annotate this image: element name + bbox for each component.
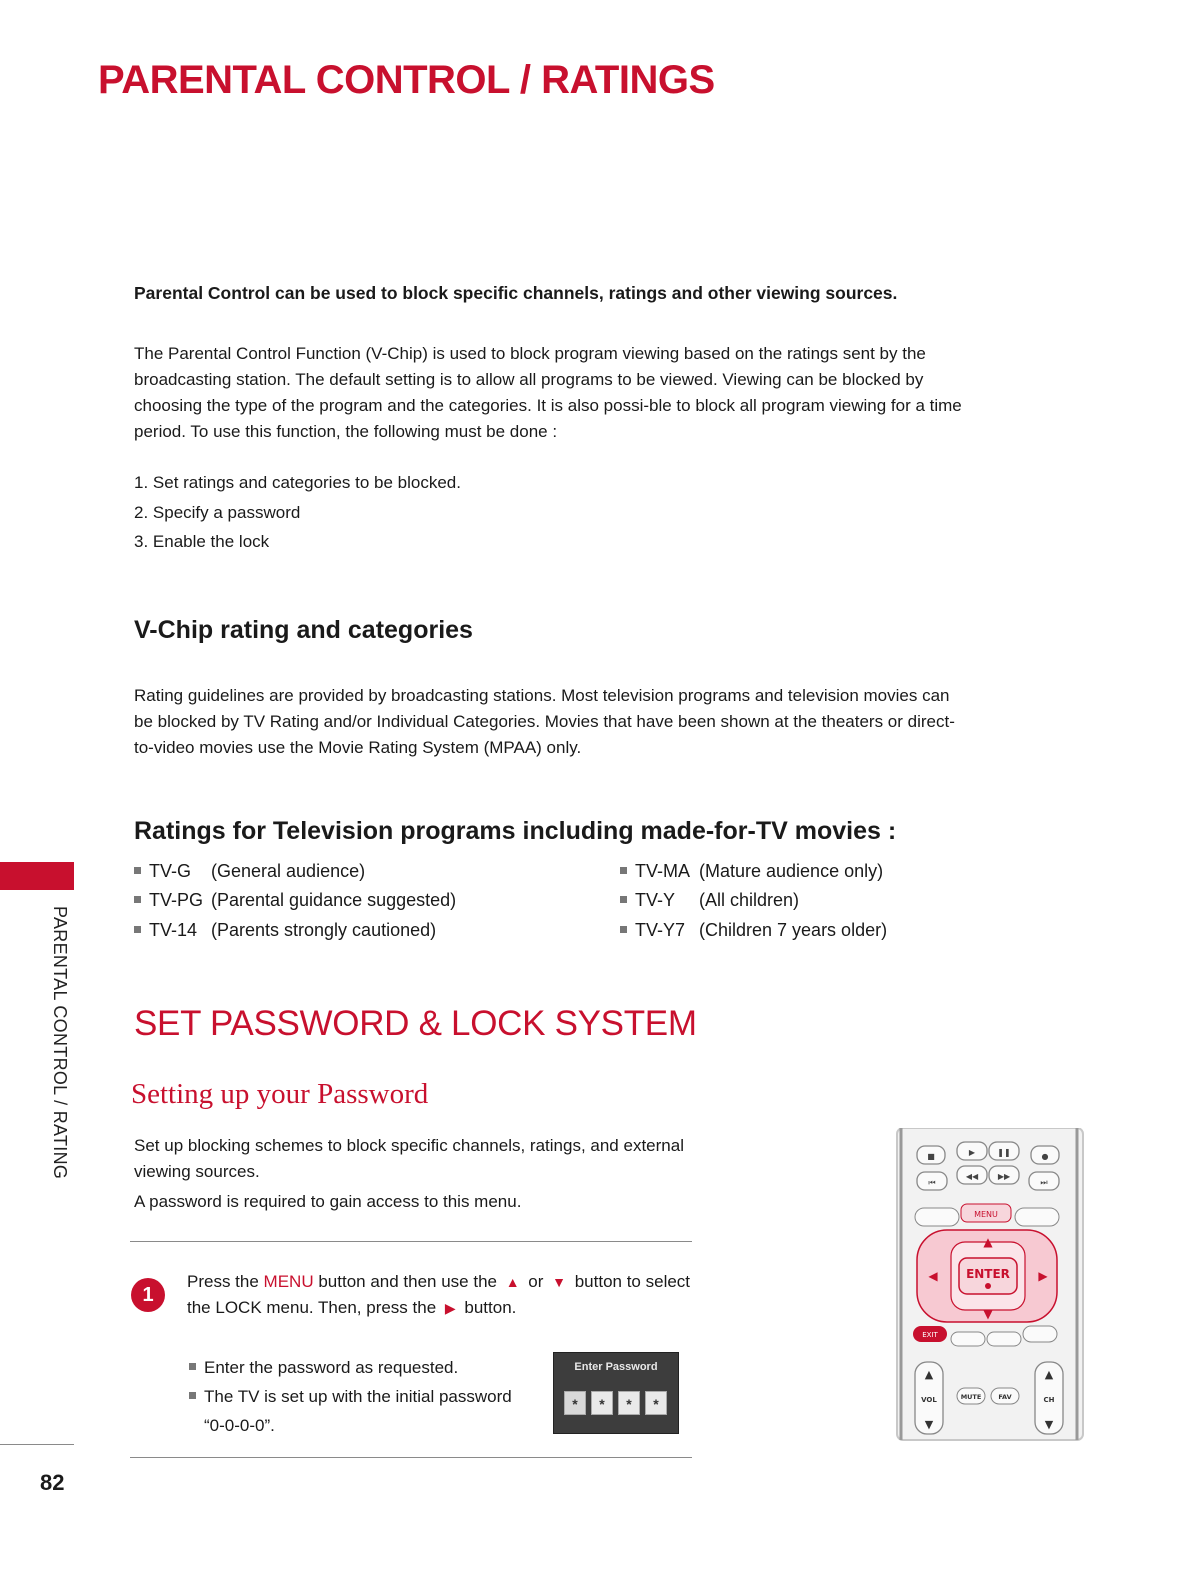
rewind-icon: ◀◀ — [965, 1172, 979, 1181]
step-item-1: 1. Set ratings and categories to be blocked. — [134, 473, 461, 492]
password-digit-2: * — [591, 1391, 613, 1415]
right-arrow-icon: ▶ — [444, 1300, 456, 1316]
rating-code: TV-MA — [635, 861, 691, 881]
page-number-rule — [0, 1444, 74, 1445]
qview-button — [1015, 1208, 1059, 1226]
ch-up-icon: ▲ — [1044, 1368, 1054, 1381]
step-text-part: Press the — [187, 1272, 264, 1291]
step-text-part: button. — [459, 1298, 517, 1317]
lock-keyword: LOCK — [215, 1298, 262, 1317]
rating-desc: (General audience) — [211, 861, 366, 881]
divider-top — [130, 1241, 692, 1242]
side-tab-marker — [0, 862, 74, 890]
ratio-button — [987, 1332, 1021, 1346]
timer-button — [951, 1332, 985, 1346]
subsection-title: Setting up your Password — [131, 1078, 429, 1110]
rating-code: TV-14 — [149, 920, 198, 940]
simplink-button — [1023, 1326, 1057, 1342]
prev-icon: ⏮ — [928, 1178, 936, 1187]
rating-desc: (Parents strongly cautioned) — [211, 920, 437, 940]
setup-text-1: Set up blocking schemes to block specific channels, ratings, and external viewing sources. — [134, 1136, 684, 1181]
note-item: The TV is set up with the initial password “0-0-0-0”. — [189, 1382, 529, 1440]
mute-label: MUTE — [960, 1393, 982, 1401]
setup-description — [134, 1133, 694, 1215]
bullet-icon — [620, 867, 627, 874]
step-text-part: menu. Then, press the — [261, 1298, 441, 1317]
vol-up-icon: ▲ — [924, 1368, 934, 1381]
step-number-badge: 1 — [131, 1278, 165, 1312]
rating-code: TV-G — [149, 861, 192, 881]
note-item: Enter the password as requested. — [189, 1353, 529, 1382]
step-item-3: 3. Enable the lock — [134, 532, 270, 551]
next-icon: ⏭ — [1040, 1178, 1048, 1187]
menu-keyword: MENU — [263, 1272, 314, 1291]
pause-icon: ❚❚ — [997, 1148, 1011, 1157]
step-item-2: 2. Specify a password — [134, 503, 301, 522]
bullet-icon — [134, 896, 141, 903]
rating-tv-ma — [620, 861, 883, 882]
rating-desc: (Mature audience only) — [699, 861, 884, 881]
intro-lead: Parental Control can be used to block specific channels, ratings and other viewing sources. — [134, 283, 898, 303]
bullet-icon — [620, 926, 627, 933]
stop-icon: ■ — [927, 1152, 935, 1161]
bullet-icon — [620, 896, 627, 903]
vchip-heading: V-Chip rating and categories — [134, 616, 473, 644]
rating-code: TV-PG — [149, 890, 204, 910]
nav-left-icon: ◀ — [928, 1269, 938, 1283]
down-arrow-icon: ▼ — [552, 1274, 566, 1290]
up-arrow-icon: ▲ — [505, 1274, 520, 1290]
exit-label: EXIT — [922, 1331, 938, 1339]
rating-tv-pg — [134, 890, 456, 911]
nav-up-icon: ▲ — [983, 1235, 993, 1249]
bullet-icon — [134, 867, 141, 874]
rating-code: TV-Y — [635, 890, 676, 910]
step-instruction — [187, 1269, 707, 1321]
nav-down-icon: ▼ — [983, 1307, 993, 1321]
rating-tv-14 — [134, 920, 436, 941]
password-digit-1: * — [564, 1391, 586, 1415]
bullet-icon — [189, 1392, 196, 1399]
rating-desc: (Parental guidance suggested) — [211, 890, 457, 910]
osd-title: Enter Password — [574, 1361, 658, 1373]
rating-desc: (All children) — [699, 890, 800, 910]
bullet-icon — [134, 926, 141, 933]
rating-tv-y — [620, 890, 799, 911]
ratings-heading: Ratings for Television programs including made-for-TV movies : — [134, 817, 897, 845]
vchip-body: Rating guidelines are provided by broadcasting stations. Most television programs and television movies can be blocked by TV Rating and/or Individual Categories. Movies that have been shown at the theaters or direct-to-video movies use the Movie Rating System (MPAA) only. — [134, 686, 955, 757]
step-text-part: or — [523, 1272, 549, 1291]
setup-text-2: A password is required to gain access to this menu. — [134, 1192, 522, 1211]
nav-right-icon: ▶ — [1038, 1269, 1048, 1283]
step-text-part: button to select the — [187, 1272, 691, 1317]
divider-bottom — [130, 1457, 692, 1458]
password-digit-3: * — [618, 1391, 640, 1415]
remote-control-illustration — [895, 1128, 1085, 1443]
ffwd-icon: ▶▶ — [997, 1172, 1011, 1181]
enter-label: ENTER — [966, 1267, 1010, 1281]
play-icon: ▶ — [968, 1148, 976, 1157]
section-title: SET PASSWORD & LOCK SYSTEM — [134, 1004, 697, 1043]
rating-tv-y7 — [620, 920, 887, 941]
step-text-part: button and then use the — [313, 1272, 502, 1291]
password-digit-4: * — [645, 1391, 667, 1415]
menu-label: MENU — [974, 1210, 998, 1219]
page-title: PARENTAL CONTROL / RATINGS — [98, 58, 715, 102]
rating-code: TV-Y7 — [635, 920, 686, 940]
intro-body: The Parental Control Function (V-Chip) is used to block program viewing based on the ratings sent by the broadcasting station. The default setting is to allow all programs to be viewed. Viewing can be blocked by choosing the type of the program and the categories. It is also possi-ble to block all program viewing for a time period. To use this function, the following must be done : — [134, 344, 962, 441]
vol-label: VOL — [921, 1396, 937, 1404]
qmenu-button — [915, 1208, 959, 1226]
page-number: 82 — [40, 1470, 65, 1495]
record-icon: ● — [1041, 1152, 1049, 1161]
enter-password-osd — [553, 1352, 679, 1434]
ch-down-icon: ▼ — [1044, 1418, 1054, 1431]
rating-tv-g — [134, 861, 365, 882]
ch-label: CH — [1043, 1396, 1055, 1404]
side-section-label: PARENTAL CONTROL / RATING — [50, 906, 70, 1180]
vol-down-icon: ▼ — [924, 1418, 934, 1431]
enter-dot-icon — [985, 1283, 991, 1289]
bullet-icon — [189, 1363, 196, 1370]
fav-label: FAV — [998, 1393, 1012, 1401]
password-notes — [189, 1353, 529, 1440]
rating-desc: (Children 7 years older) — [699, 920, 888, 940]
